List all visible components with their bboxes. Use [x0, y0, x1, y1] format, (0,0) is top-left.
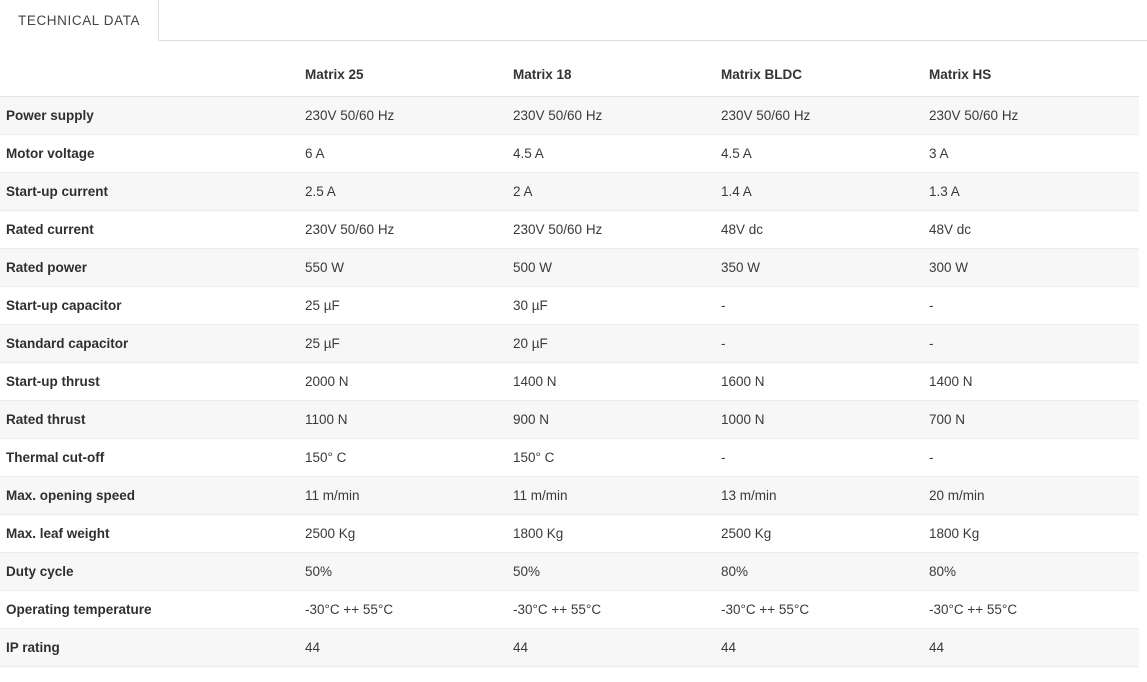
cell-matrix-25: 44	[305, 629, 513, 667]
table-row	[0, 591, 1139, 629]
cell-matrix-bldc: 230V 50/60 Hz	[721, 97, 929, 135]
table-row	[0, 401, 1139, 439]
spec-table-container	[0, 41, 1147, 667]
cell-matrix-bldc: 80%	[721, 553, 929, 591]
row-label: Duty cycle	[0, 553, 305, 591]
cell-matrix-25: 230V 50/60 Hz	[305, 97, 513, 135]
cell-matrix-18: 230V 50/60 Hz	[513, 211, 721, 249]
cell-matrix-bldc: 44	[721, 629, 929, 667]
cell-matrix-hs: 80%	[929, 553, 1139, 591]
column-header-matrix-25: Matrix 25	[305, 41, 513, 97]
cell-matrix-hs: 44	[929, 629, 1139, 667]
cell-matrix-hs: 1400 N	[929, 363, 1139, 401]
cell-matrix-25: 2.5 A	[305, 173, 513, 211]
row-label: Start-up capacitor	[0, 287, 305, 325]
cell-matrix-18: 1800 Kg	[513, 515, 721, 553]
cell-matrix-bldc: 350 W	[721, 249, 929, 287]
table-body	[0, 97, 1139, 667]
table-row	[0, 135, 1139, 173]
cell-matrix-hs: 1800 Kg	[929, 515, 1139, 553]
cell-matrix-18: 44	[513, 629, 721, 667]
cell-matrix-18: 50%	[513, 553, 721, 591]
table-row	[0, 629, 1139, 667]
cell-matrix-18: 150° C	[513, 439, 721, 477]
row-label: Operating temperature	[0, 591, 305, 629]
cell-matrix-bldc: 48V dc	[721, 211, 929, 249]
cell-matrix-hs: -30°C ++ 55°C	[929, 591, 1139, 629]
cell-matrix-25: 6 A	[305, 135, 513, 173]
cell-matrix-25: 230V 50/60 Hz	[305, 211, 513, 249]
cell-matrix-hs: 230V 50/60 Hz	[929, 97, 1139, 135]
cell-matrix-bldc: -30°C ++ 55°C	[721, 591, 929, 629]
cell-matrix-18: 4.5 A	[513, 135, 721, 173]
row-label: Power supply	[0, 97, 305, 135]
row-label: Standard capacitor	[0, 325, 305, 363]
table-row	[0, 325, 1139, 363]
cell-matrix-hs: -	[929, 439, 1139, 477]
cell-matrix-18: 500 W	[513, 249, 721, 287]
row-label: IP rating	[0, 629, 305, 667]
table-row	[0, 363, 1139, 401]
column-header-matrix-18: Matrix 18	[513, 41, 721, 97]
cell-matrix-bldc: 1.4 A	[721, 173, 929, 211]
cell-matrix-bldc: 2500 Kg	[721, 515, 929, 553]
cell-matrix-25: 25 µF	[305, 325, 513, 363]
column-header-matrix-bldc: Matrix BLDC	[721, 41, 929, 97]
tab-strip	[0, 0, 1147, 41]
cell-matrix-bldc: -	[721, 439, 929, 477]
table-row	[0, 97, 1139, 135]
cell-matrix-bldc: 1000 N	[721, 401, 929, 439]
table-header	[0, 41, 1139, 97]
table-row	[0, 553, 1139, 591]
cell-matrix-25: 150° C	[305, 439, 513, 477]
cell-matrix-25: 550 W	[305, 249, 513, 287]
row-label: Start-up thrust	[0, 363, 305, 401]
row-label: Rated power	[0, 249, 305, 287]
cell-matrix-25: 11 m/min	[305, 477, 513, 515]
table-row	[0, 477, 1139, 515]
row-label: Start-up current	[0, 173, 305, 211]
cell-matrix-bldc: 13 m/min	[721, 477, 929, 515]
cell-matrix-18: -30°C ++ 55°C	[513, 591, 721, 629]
cell-matrix-25: -30°C ++ 55°C	[305, 591, 513, 629]
cell-matrix-hs: 1.3 A	[929, 173, 1139, 211]
cell-matrix-hs: 700 N	[929, 401, 1139, 439]
cell-matrix-18: 11 m/min	[513, 477, 721, 515]
cell-matrix-bldc: 4.5 A	[721, 135, 929, 173]
cell-matrix-18: 20 µF	[513, 325, 721, 363]
cell-matrix-25: 25 µF	[305, 287, 513, 325]
cell-matrix-18: 230V 50/60 Hz	[513, 97, 721, 135]
column-header-spec	[0, 41, 305, 97]
cell-matrix-18: 1400 N	[513, 363, 721, 401]
cell-matrix-bldc: -	[721, 325, 929, 363]
cell-matrix-25: 2500 Kg	[305, 515, 513, 553]
cell-matrix-hs: 48V dc	[929, 211, 1139, 249]
technical-data-table	[0, 41, 1139, 667]
cell-matrix-bldc: -	[721, 287, 929, 325]
table-row	[0, 211, 1139, 249]
cell-matrix-hs: -	[929, 325, 1139, 363]
row-label: Motor voltage	[0, 135, 305, 173]
cell-matrix-18: 30 µF	[513, 287, 721, 325]
table-header-row	[0, 41, 1139, 97]
column-header-matrix-hs: Matrix HS	[929, 41, 1139, 97]
row-label: Rated current	[0, 211, 305, 249]
cell-matrix-bldc: 1600 N	[721, 363, 929, 401]
table-row	[0, 439, 1139, 477]
table-row	[0, 287, 1139, 325]
row-label: Thermal cut-off	[0, 439, 305, 477]
row-label: Max. leaf weight	[0, 515, 305, 553]
cell-matrix-hs: 300 W	[929, 249, 1139, 287]
cell-matrix-25: 2000 N	[305, 363, 513, 401]
cell-matrix-hs: -	[929, 287, 1139, 325]
cell-matrix-hs: 20 m/min	[929, 477, 1139, 515]
table-row	[0, 249, 1139, 287]
cell-matrix-25: 50%	[305, 553, 513, 591]
cell-matrix-18: 2 A	[513, 173, 721, 211]
row-label: Rated thrust	[0, 401, 305, 439]
tab-technical-data[interactable]: TECHNICAL DATA	[0, 0, 159, 41]
cell-matrix-25: 1100 N	[305, 401, 513, 439]
cell-matrix-18: 900 N	[513, 401, 721, 439]
table-row	[0, 515, 1139, 553]
row-label: Max. opening speed	[0, 477, 305, 515]
table-row	[0, 173, 1139, 211]
cell-matrix-hs: 3 A	[929, 135, 1139, 173]
